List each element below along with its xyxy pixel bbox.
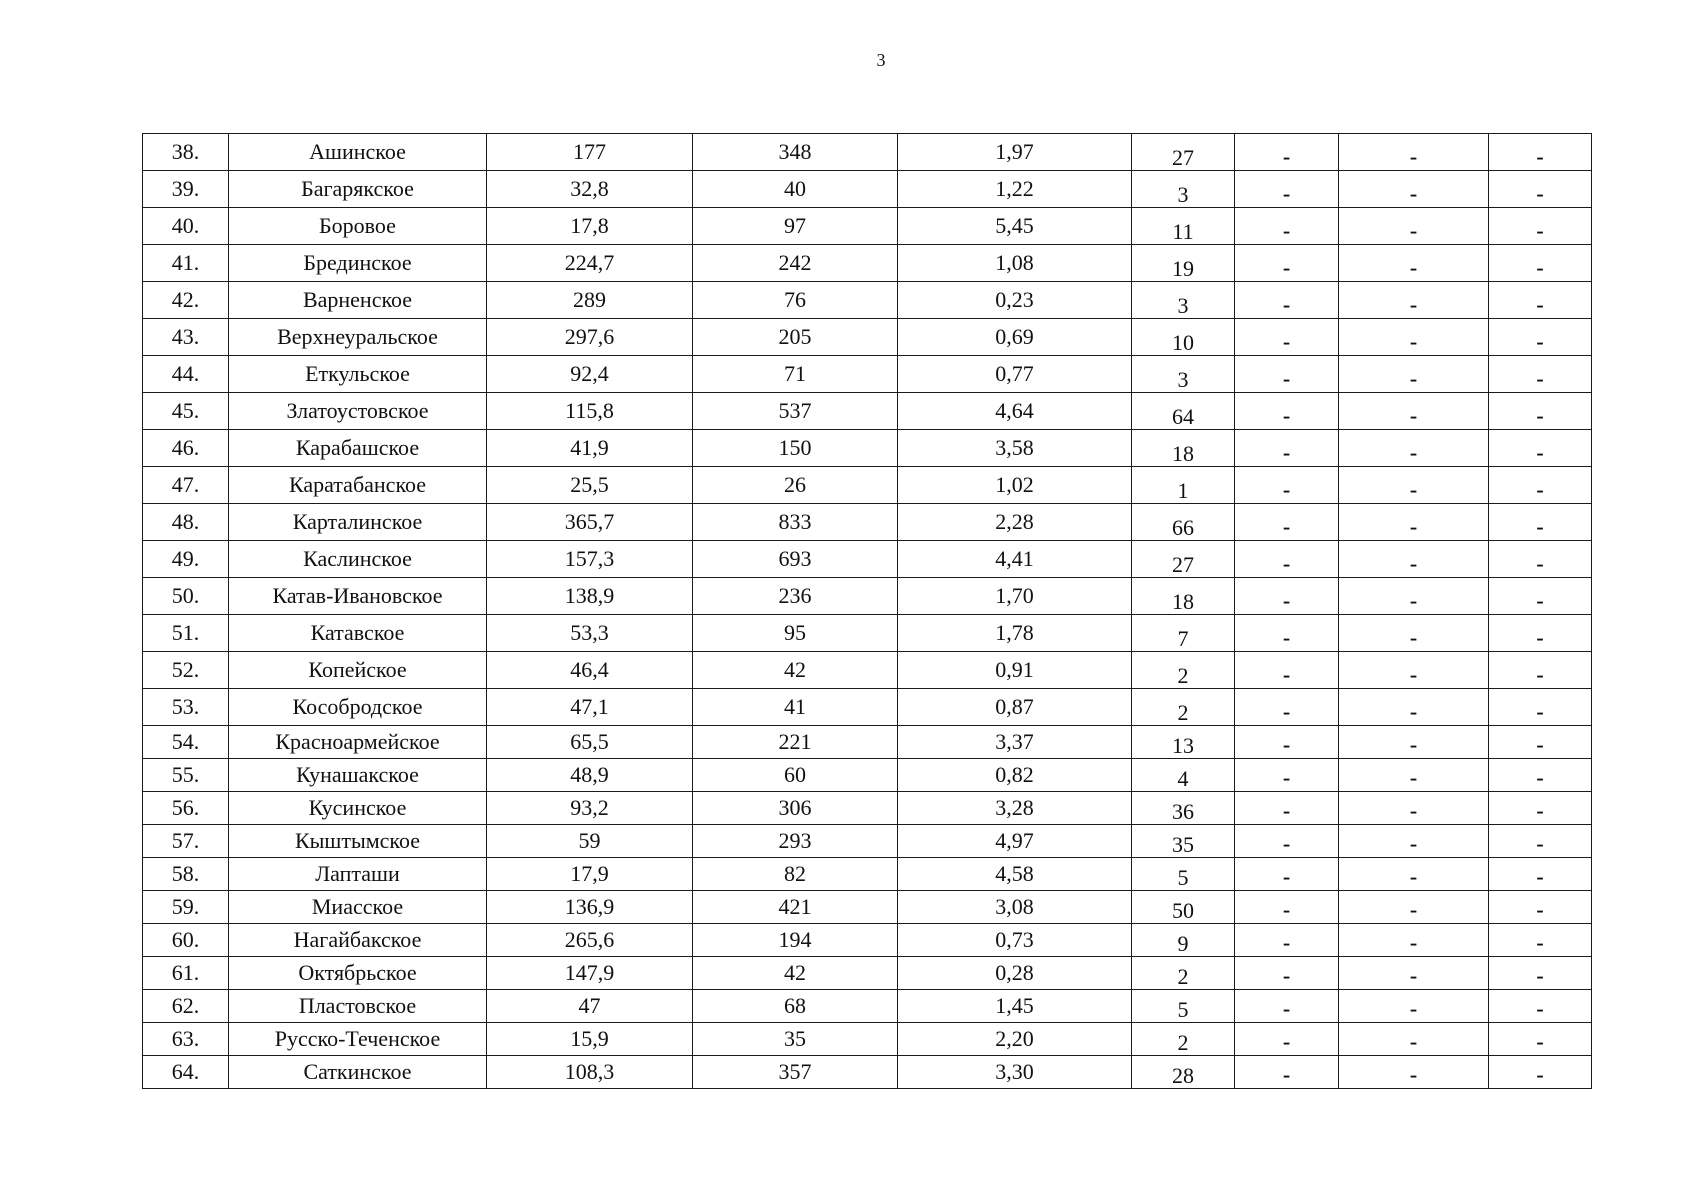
cell-value-d: 18 (1132, 430, 1235, 467)
cell-value-g: - (1489, 208, 1592, 245)
cell-value-d: 3 (1132, 171, 1235, 208)
cell-value-b: 693 (693, 541, 898, 578)
cell-value-a: 115,8 (487, 393, 693, 430)
cell-value-f: - (1339, 957, 1489, 990)
cell-name: Красноармейское (229, 726, 487, 759)
cell-value-g: - (1489, 891, 1592, 924)
cell-value-c: 1,22 (898, 171, 1132, 208)
cell-value-g: - (1489, 319, 1592, 356)
cell-value-e: - (1235, 891, 1339, 924)
cell-value-f: - (1339, 689, 1489, 726)
cell-number: 63. (143, 1023, 229, 1056)
cell-name: Верхнеуральское (229, 319, 487, 356)
cell-value-f: - (1339, 1023, 1489, 1056)
cell-value-d: 35 (1132, 825, 1235, 858)
cell-value-g: - (1489, 467, 1592, 504)
table-row (143, 858, 1592, 891)
cell-value-g: - (1489, 245, 1592, 282)
cell-value-e: - (1235, 541, 1339, 578)
table-row (143, 759, 1592, 792)
cell-name: Катав-Ивановское (229, 578, 487, 615)
cell-value-c: 0,82 (898, 759, 1132, 792)
cell-value-g: - (1489, 689, 1592, 726)
cell-number: 59. (143, 891, 229, 924)
cell-name: Карталинское (229, 504, 487, 541)
cell-name: Октябрьское (229, 957, 487, 990)
cell-value-a: 289 (487, 282, 693, 319)
cell-value-a: 108,3 (487, 1056, 693, 1089)
cell-value-e: - (1235, 245, 1339, 282)
table-row (143, 208, 1592, 245)
cell-value-b: 42 (693, 652, 898, 689)
table-row (143, 990, 1592, 1023)
cell-value-e: - (1235, 990, 1339, 1023)
cell-value-c: 3,37 (898, 726, 1132, 759)
cell-value-d: 18 (1132, 578, 1235, 615)
cell-name: Катавское (229, 615, 487, 652)
cell-value-d: 13 (1132, 726, 1235, 759)
table-row (143, 652, 1592, 689)
cell-value-d: 9 (1132, 924, 1235, 957)
table-row (143, 245, 1592, 282)
cell-value-b: 95 (693, 615, 898, 652)
cell-value-g: - (1489, 504, 1592, 541)
cell-value-c: 3,28 (898, 792, 1132, 825)
cell-value-c: 2,20 (898, 1023, 1132, 1056)
cell-value-e: - (1235, 726, 1339, 759)
cell-value-a: 157,3 (487, 541, 693, 578)
cell-value-b: 194 (693, 924, 898, 957)
cell-value-e: - (1235, 430, 1339, 467)
cell-value-c: 1,45 (898, 990, 1132, 1023)
cell-value-f: - (1339, 858, 1489, 891)
cell-value-c: 0,69 (898, 319, 1132, 356)
cell-value-g: - (1489, 430, 1592, 467)
cell-value-f: - (1339, 245, 1489, 282)
cell-value-d: 10 (1132, 319, 1235, 356)
cell-value-d: 19 (1132, 245, 1235, 282)
cell-number: 38. (143, 134, 229, 171)
cell-value-a: 297,6 (487, 319, 693, 356)
data-table-container (142, 133, 1591, 1089)
cell-value-a: 15,9 (487, 1023, 693, 1056)
cell-value-f: - (1339, 578, 1489, 615)
cell-value-g: - (1489, 726, 1592, 759)
cell-value-g: - (1489, 924, 1592, 957)
cell-value-b: 76 (693, 282, 898, 319)
cell-value-a: 46,4 (487, 652, 693, 689)
table-body (143, 134, 1592, 1089)
cell-value-b: 97 (693, 208, 898, 245)
cell-value-b: 71 (693, 356, 898, 393)
cell-number: 42. (143, 282, 229, 319)
table-row (143, 393, 1592, 430)
cell-value-d: 11 (1132, 208, 1235, 245)
cell-value-b: 60 (693, 759, 898, 792)
cell-value-f: - (1339, 541, 1489, 578)
cell-number: 48. (143, 504, 229, 541)
cell-value-d: 28 (1132, 1056, 1235, 1089)
cell-value-g: - (1489, 825, 1592, 858)
cell-value-c: 0,28 (898, 957, 1132, 990)
cell-value-a: 93,2 (487, 792, 693, 825)
cell-value-b: 306 (693, 792, 898, 825)
cell-value-c: 4,41 (898, 541, 1132, 578)
cell-number: 39. (143, 171, 229, 208)
cell-value-g: - (1489, 615, 1592, 652)
table-row (143, 282, 1592, 319)
cell-number: 43. (143, 319, 229, 356)
cell-value-a: 41,9 (487, 430, 693, 467)
cell-value-c: 3,30 (898, 1056, 1132, 1089)
cell-value-g: - (1489, 134, 1592, 171)
cell-value-b: 150 (693, 430, 898, 467)
cell-value-b: 41 (693, 689, 898, 726)
cell-value-a: 365,7 (487, 504, 693, 541)
cell-value-d: 1 (1132, 467, 1235, 504)
cell-name: Варненское (229, 282, 487, 319)
cell-value-b: 833 (693, 504, 898, 541)
cell-value-a: 17,8 (487, 208, 693, 245)
cell-number: 64. (143, 1056, 229, 1089)
cell-value-a: 65,5 (487, 726, 693, 759)
cell-value-b: 26 (693, 467, 898, 504)
cell-value-d: 3 (1132, 356, 1235, 393)
cell-value-a: 48,9 (487, 759, 693, 792)
cell-number: 61. (143, 957, 229, 990)
cell-value-g: - (1489, 541, 1592, 578)
cell-value-f: - (1339, 393, 1489, 430)
cell-value-g: - (1489, 1056, 1592, 1089)
cell-value-g: - (1489, 957, 1592, 990)
cell-value-g: - (1489, 652, 1592, 689)
cell-value-f: - (1339, 208, 1489, 245)
cell-value-c: 1,70 (898, 578, 1132, 615)
table-row (143, 541, 1592, 578)
table-row (143, 924, 1592, 957)
cell-value-e: - (1235, 689, 1339, 726)
cell-name: Лапташи (229, 858, 487, 891)
cell-value-f: - (1339, 1056, 1489, 1089)
cell-value-f: - (1339, 171, 1489, 208)
cell-value-f: - (1339, 825, 1489, 858)
cell-value-g: - (1489, 1023, 1592, 1056)
cell-value-c: 3,08 (898, 891, 1132, 924)
cell-value-f: - (1339, 990, 1489, 1023)
cell-value-f: - (1339, 282, 1489, 319)
cell-name: Златоустовское (229, 393, 487, 430)
table-row (143, 615, 1592, 652)
cell-name: Русско-Теченское (229, 1023, 487, 1056)
cell-value-d: 66 (1132, 504, 1235, 541)
cell-name: Боровое (229, 208, 487, 245)
cell-value-e: - (1235, 171, 1339, 208)
cell-value-d: 3 (1132, 282, 1235, 319)
cell-value-d: 5 (1132, 858, 1235, 891)
cell-value-c: 0,23 (898, 282, 1132, 319)
cell-number: 46. (143, 430, 229, 467)
cell-value-a: 224,7 (487, 245, 693, 282)
cell-value-b: 236 (693, 578, 898, 615)
cell-value-a: 47 (487, 990, 693, 1023)
cell-number: 62. (143, 990, 229, 1023)
cell-value-g: - (1489, 858, 1592, 891)
cell-value-f: - (1339, 891, 1489, 924)
cell-name: Саткинское (229, 1056, 487, 1089)
cell-value-g: - (1489, 578, 1592, 615)
cell-value-b: 537 (693, 393, 898, 430)
cell-value-d: 2 (1132, 1023, 1235, 1056)
cell-value-b: 421 (693, 891, 898, 924)
cell-value-c: 1,02 (898, 467, 1132, 504)
table-row (143, 319, 1592, 356)
cell-name: Карабашское (229, 430, 487, 467)
cell-value-b: 82 (693, 858, 898, 891)
cell-value-f: - (1339, 430, 1489, 467)
cell-value-b: 242 (693, 245, 898, 282)
cell-value-f: - (1339, 356, 1489, 393)
cell-value-a: 138,9 (487, 578, 693, 615)
cell-name: Каратабанское (229, 467, 487, 504)
cell-value-d: 7 (1132, 615, 1235, 652)
cell-value-f: - (1339, 467, 1489, 504)
cell-number: 53. (143, 689, 229, 726)
cell-name: Еткульское (229, 356, 487, 393)
cell-value-e: - (1235, 319, 1339, 356)
cell-value-f: - (1339, 615, 1489, 652)
cell-value-e: - (1235, 134, 1339, 171)
table-row (143, 467, 1592, 504)
cell-number: 41. (143, 245, 229, 282)
cell-value-e: - (1235, 825, 1339, 858)
cell-value-e: - (1235, 652, 1339, 689)
cell-value-f: - (1339, 924, 1489, 957)
cell-value-e: - (1235, 467, 1339, 504)
table-row (143, 356, 1592, 393)
table-row (143, 891, 1592, 924)
cell-value-a: 53,3 (487, 615, 693, 652)
cell-value-a: 47,1 (487, 689, 693, 726)
cell-name: Пластовское (229, 990, 487, 1023)
cell-value-e: - (1235, 759, 1339, 792)
cell-number: 56. (143, 792, 229, 825)
cell-value-d: 50 (1132, 891, 1235, 924)
cell-value-b: 357 (693, 1056, 898, 1089)
table-row (143, 578, 1592, 615)
cell-value-d: 36 (1132, 792, 1235, 825)
cell-value-b: 42 (693, 957, 898, 990)
cell-value-c: 4,58 (898, 858, 1132, 891)
table-row (143, 134, 1592, 171)
table-row (143, 430, 1592, 467)
table-row (143, 171, 1592, 208)
cell-value-e: - (1235, 578, 1339, 615)
cell-value-f: - (1339, 726, 1489, 759)
cell-value-f: - (1339, 652, 1489, 689)
cell-value-d: 2 (1132, 652, 1235, 689)
cell-number: 57. (143, 825, 229, 858)
cell-name: Нагайбакское (229, 924, 487, 957)
cell-value-c: 0,91 (898, 652, 1132, 689)
cell-value-f: - (1339, 134, 1489, 171)
cell-number: 47. (143, 467, 229, 504)
cell-value-a: 265,6 (487, 924, 693, 957)
cell-name: Копейское (229, 652, 487, 689)
cell-value-c: 0,73 (898, 924, 1132, 957)
cell-number: 51. (143, 615, 229, 652)
cell-number: 52. (143, 652, 229, 689)
cell-value-e: - (1235, 858, 1339, 891)
cell-name: Ашинское (229, 134, 487, 171)
table-row (143, 792, 1592, 825)
cell-value-b: 205 (693, 319, 898, 356)
cell-value-d: 27 (1132, 134, 1235, 171)
cell-value-a: 32,8 (487, 171, 693, 208)
cell-value-e: - (1235, 282, 1339, 319)
cell-number: 49. (143, 541, 229, 578)
cell-number: 40. (143, 208, 229, 245)
cell-value-d: 5 (1132, 990, 1235, 1023)
cell-value-e: - (1235, 792, 1339, 825)
cell-value-b: 348 (693, 134, 898, 171)
table-row (143, 825, 1592, 858)
cell-value-c: 4,64 (898, 393, 1132, 430)
cell-value-a: 136,9 (487, 891, 693, 924)
cell-name: Брединское (229, 245, 487, 282)
cell-name: Кунашакское (229, 759, 487, 792)
cell-name: Кусинское (229, 792, 487, 825)
cell-value-f: - (1339, 504, 1489, 541)
cell-value-e: - (1235, 356, 1339, 393)
cell-name: Багарякское (229, 171, 487, 208)
cell-value-d: 27 (1132, 541, 1235, 578)
cell-value-g: - (1489, 990, 1592, 1023)
cell-name: Кыштымское (229, 825, 487, 858)
cell-number: 45. (143, 393, 229, 430)
cell-number: 55. (143, 759, 229, 792)
cell-value-c: 0,77 (898, 356, 1132, 393)
cell-value-d: 4 (1132, 759, 1235, 792)
cell-value-a: 147,9 (487, 957, 693, 990)
cell-value-e: - (1235, 504, 1339, 541)
cell-value-e: - (1235, 208, 1339, 245)
cell-value-e: - (1235, 1056, 1339, 1089)
cell-value-b: 68 (693, 990, 898, 1023)
cell-value-a: 25,5 (487, 467, 693, 504)
cell-value-c: 1,78 (898, 615, 1132, 652)
cell-value-g: - (1489, 759, 1592, 792)
cell-value-f: - (1339, 319, 1489, 356)
cell-value-d: 2 (1132, 689, 1235, 726)
cell-value-c: 0,87 (898, 689, 1132, 726)
cell-value-g: - (1489, 282, 1592, 319)
cell-value-c: 5,45 (898, 208, 1132, 245)
cell-value-a: 177 (487, 134, 693, 171)
cell-value-a: 17,9 (487, 858, 693, 891)
table-row (143, 726, 1592, 759)
cell-value-c: 1,08 (898, 245, 1132, 282)
cell-value-g: - (1489, 393, 1592, 430)
cell-value-e: - (1235, 615, 1339, 652)
cell-value-e: - (1235, 924, 1339, 957)
cell-number: 50. (143, 578, 229, 615)
cell-value-b: 221 (693, 726, 898, 759)
cell-name: Каслинское (229, 541, 487, 578)
cell-name: Кособродское (229, 689, 487, 726)
cell-value-a: 59 (487, 825, 693, 858)
cell-value-b: 293 (693, 825, 898, 858)
cell-number: 54. (143, 726, 229, 759)
cell-value-e: - (1235, 1023, 1339, 1056)
cell-number: 44. (143, 356, 229, 393)
cell-value-f: - (1339, 759, 1489, 792)
cell-value-b: 35 (693, 1023, 898, 1056)
cell-value-g: - (1489, 356, 1592, 393)
cell-value-c: 3,58 (898, 430, 1132, 467)
cell-value-d: 64 (1132, 393, 1235, 430)
data-table (142, 133, 1592, 1089)
cell-number: 60. (143, 924, 229, 957)
table-row (143, 957, 1592, 990)
cell-value-f: - (1339, 792, 1489, 825)
cell-value-e: - (1235, 957, 1339, 990)
cell-value-c: 1,97 (898, 134, 1132, 171)
page-number: 3 (876, 50, 886, 70)
table-row (143, 1023, 1592, 1056)
table-row (143, 504, 1592, 541)
cell-value-c: 4,97 (898, 825, 1132, 858)
cell-value-g: - (1489, 171, 1592, 208)
table-row (143, 1056, 1592, 1089)
cell-value-a: 92,4 (487, 356, 693, 393)
cell-value-g: - (1489, 792, 1592, 825)
cell-name: Миасское (229, 891, 487, 924)
cell-value-e: - (1235, 393, 1339, 430)
cell-number: 58. (143, 858, 229, 891)
cell-value-b: 40 (693, 171, 898, 208)
table-row (143, 689, 1592, 726)
cell-value-d: 2 (1132, 957, 1235, 990)
cell-value-c: 2,28 (898, 504, 1132, 541)
